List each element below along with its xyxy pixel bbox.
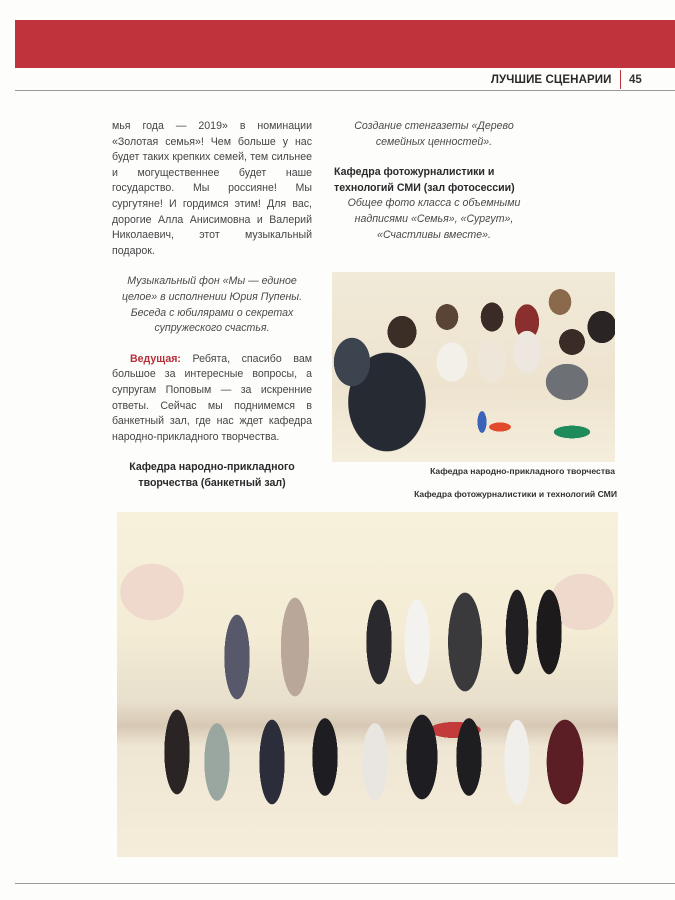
running-head bbox=[491, 70, 675, 89]
left-column bbox=[112, 119, 312, 491]
photo-caption: Кафедра народно-прикладного творчества bbox=[430, 466, 615, 476]
page-number: 45 bbox=[629, 73, 642, 86]
photo-crafts-table bbox=[332, 272, 615, 462]
header-color-bar bbox=[15, 20, 675, 68]
section-title: ЛУЧШИЕ СЦЕНАРИИ bbox=[490, 73, 612, 86]
stage-direction: Общее фото класса с объемными надписями «Семья», «Сургут», «Счастливы вместе». bbox=[347, 197, 521, 241]
bottom-rule bbox=[15, 883, 675, 884]
stage-direction: Создание стенгазеты «Дерево семейных ценностей». bbox=[354, 120, 514, 148]
speech-paragraph bbox=[112, 352, 312, 446]
speaker-label: Ведущая: bbox=[130, 352, 181, 365]
photo-caption: Кафедра фотожурналистики и технологий СМИ bbox=[414, 489, 617, 499]
stage-direction: Музыкальный фон «Мы — единое целое» в исполнении Юрия Пупены. Беседа с юбилярами о секретах супружеского счастья. bbox=[121, 275, 303, 335]
right-column bbox=[334, 119, 534, 243]
subheading: Кафедра народно-прикладного творчества (банкетный зал) bbox=[129, 461, 295, 489]
body-paragraph: мья года — 2019» в номинации «Золотая семья»! Чем больше у нас будет таких крепких семей, тем сильнее и могущественнее будет наше государство. Мы россияне! Мы сургутяне! И гордимся этим! Для вас, дорогие Алла Анисимовна и Валерий Николаевич, этот музыкальный подарок. bbox=[112, 120, 312, 257]
speech-text: Ребята, спасибо вам большое за интересные вопросы, а супругам Поповым — за искренние ответы. Сейчас мы поднимемся в банкетный зал, где нас ждет кафедра народно-прикладного творчества. bbox=[112, 352, 312, 443]
top-rule bbox=[15, 90, 675, 91]
subheading: Кафедра фотожурналистики и технологий СМИ (зал фотосессии) bbox=[334, 166, 515, 194]
photo-group bbox=[117, 512, 618, 857]
